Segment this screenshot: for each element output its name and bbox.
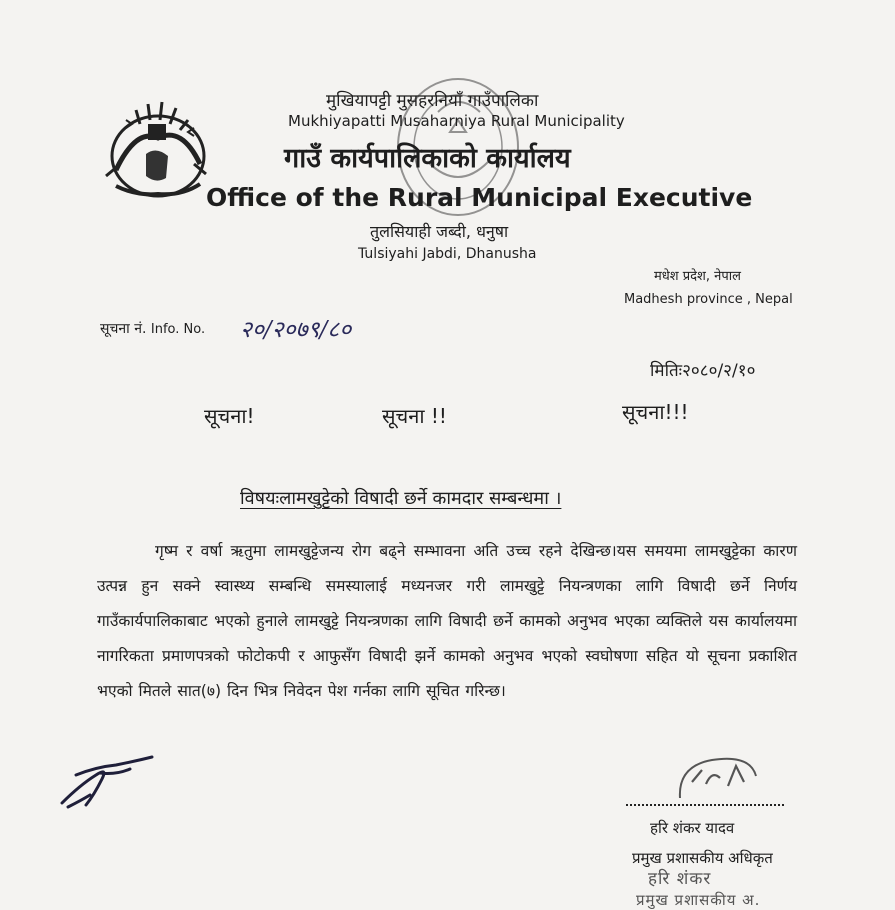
signatory-name: हरि शंकर यादव — [650, 819, 735, 837]
office-title-english: Office of the Rural Municipal Executive — [206, 183, 753, 212]
subject-line: विषयःलामखुट्टेको विषादी छर्ने कामदार सम्बन्धमा । — [240, 488, 562, 509]
municipality-name-nepali: मुखियापट्टी मुसहरनियाँ गाउँपालिका — [326, 91, 539, 111]
address-nepali: तुलसियाही जब्दी, धनुषा — [370, 222, 509, 241]
municipality-name-english: Mukhiyapatti Musaharniya Rural Municipality — [288, 112, 625, 130]
notice-body-paragraph: गृष्म र वर्षा ऋतुमा लामखुट्टेजन्य रोग बढ्ने सम्भावना अति उच्च रहने देखिन्छ।यस समयमा लामखुट्टेका कारण उत्पन्न हुन सक्ने स्वास्थ्य सम्बन्धि समस्यालाई मध्यनजर गरी लामखुट्टे नियन्त्रणका लागि विषादी छर्ने निर्णय गाउँकार्यपालिकाबाट भएको हुनाले लामखुट्टे नियन्त्रणका लागि विषादी छर्ने कामको अनुभव भएका व्यक्तिले यस कार्यालयमा नागरिकता प्रमाणपत्रको फोटोकपी र आफुसँग विषादी झर्ने कामको अनुभव भएको स्वघोषणा सहित यो सूचना प्रकाशित भएको मितले सात(७) दिन भित्र निवेदन पेश गर्नका लागि सूचित गरिन्छ। — [97, 542, 797, 700]
province-nepali: मधेश प्रदेश, नेपाल — [654, 269, 741, 284]
nepal-emblem-logo — [96, 98, 216, 210]
info-number-label-english: Info. No. — [150, 322, 206, 337]
date-line: मितिः२०८०/२/१० — [650, 361, 756, 381]
signature-dotted-line — [626, 804, 784, 806]
handwritten-signature — [56, 745, 166, 815]
info-number-label — [100, 319, 205, 338]
address-english: Tulsiyahi Jabdi, Dhanusha — [358, 246, 537, 262]
notice-heading-3: सूचना!!! — [622, 400, 689, 424]
info-number-label-nepali: सूचना नं. — [100, 321, 147, 337]
stamp-designation-faint: प्रमुख प्रशासकीय अ. — [636, 891, 761, 909]
notice-heading-1: सूचना! — [204, 404, 255, 428]
province-english: Madhesh province , Nepal — [624, 292, 793, 307]
stamp-name-faint: हरि शंकर — [648, 869, 712, 889]
info-number-value: २०/२०७९/८० — [240, 317, 352, 343]
date-stamp — [672, 752, 762, 807]
signatory-designation: प्रमुख प्रशासकीय अधिकृत — [632, 849, 773, 867]
notice-heading-2: सूचना !! — [382, 404, 447, 428]
office-title-nepali: गाउँ कार्यपालिकाको कार्यालय — [284, 143, 571, 174]
